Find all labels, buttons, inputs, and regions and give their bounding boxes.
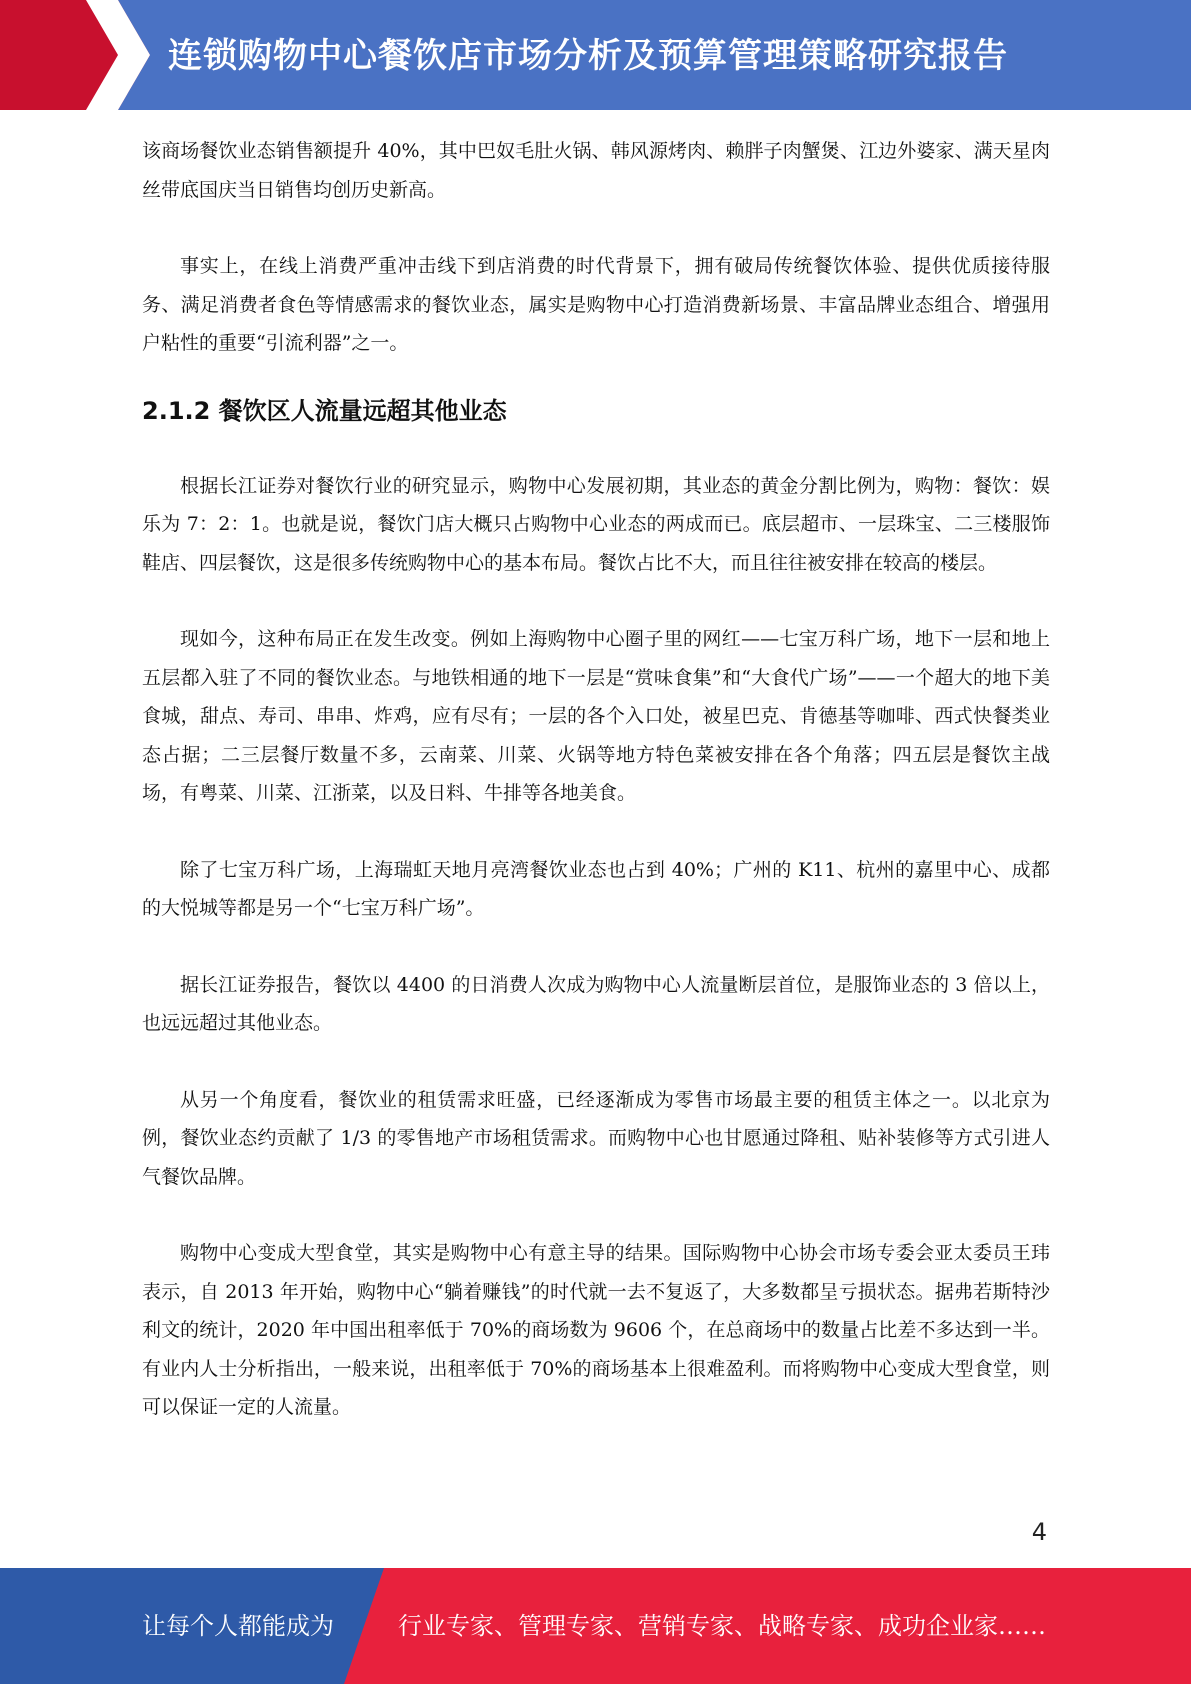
section-heading: 2.1.2 餐饮区人流量远超其他业态 (142, 396, 507, 425)
footer-slogan-left: 让每个人都能成为 (142, 1612, 334, 1640)
page-footer (0, 1568, 1191, 1684)
paragraph-6: 据长江证券报告，餐饮以 4400 的日消费人次成为购物中心人流量断层首位，是服饰业态的 3 倍以上，也远远超过其他业态。 (142, 973, 1050, 1034)
page-header (0, 0, 1191, 110)
paragraph-8: 购物中心变成大型食堂，其实是购物中心有意主导的结果。国际购物中心协会市场专委会亚太委员王玮表示，自 2013 年开始，购物中心“躺着赚钱”的时代就一去不复返了，大多数都呈亏损状态。据弗若斯特沙利文的统计，2020 年中国出租率低于 70%的商场数为 9606 个，在总商场中的数量占比差不多达到一半。有业内人士分析指出，一般来说，出租率低于 70%的商场基本上很难盈利。而将购物中心变成大型食堂，则可以保证一定的人流量。 (142, 1242, 1050, 1418)
document-title: 连锁购物中心餐饮店市场分析及预算管理策略研究报告 (168, 36, 1008, 76)
paragraph-1: 该商场餐饮业态销售额提升 40%，其中巴奴毛肚火锅、韩风源烤肉、赖胖子肉蟹煲、江边外婆家、满天星肉丝带底国庆当日销售均创历史新高。 (142, 140, 1050, 201)
paragraph-2: 事实上，在线上消费严重冲击线下到店消费的时代背景下，拥有破局传统餐饮体验、提供优质接待服务、满足消费者食色等情感需求的餐饮业态，属实是购物中心打造消费新场景、丰富品牌业态组合、增强用户粘性的重要“引流利器”之一。 (142, 255, 1050, 354)
document-body (142, 132, 1050, 1427)
page-number: 4 (1031, 1518, 1047, 1546)
paragraph-5: 除了七宝万科广场，上海瑞虹天地月亮湾餐饮业态也占到 40%；广州的 K11、杭州的嘉里中心、成都的大悦城等都是另一个“七宝万科广场”。 (142, 858, 1050, 919)
paragraph-4: 现如今，这种布局正在发生改变。例如上海购物中心圈子里的网红——七宝万科广场，地下一层和地上五层都入驻了不同的餐饮业态。与地铁相通的地下一层是“赏味食集”和“大食代广场”——一个超大的地下美食城，甜点、寿司、串串、炸鸡，应有尽有；一层的各个入口处，被星巴克、肯德基等咖啡、西式快餐类业态占据；二三层餐厅数量不多，云南菜、川菜、火锅等地方特色菜被安排在各个角落；四五层是餐饮主战场，有粤菜、川菜、江浙菜，以及日料、牛排等各地美食。 (142, 628, 1050, 804)
paragraph-3: 根据长江证券对餐饮行业的研究显示，购物中心发展初期，其业态的黄金分割比例为，购物：餐饮：娱乐为 7：2：1。也就是说，餐饮门店大概只占购物中心业态的两成而已。底层超市、一层珠宝、二三楼服饰鞋店、四层餐饮，这是很多传统购物中心的基本布局。餐饮占比不大，而且往往被安排在较高的楼层。 (142, 474, 1050, 574)
paragraph-7: 从另一个角度看，餐饮业的租赁需求旺盛，已经逐渐成为零售市场最主要的租赁主体之一。以北京为例，餐饮业态约贡献了 1/3 的零售地产市场租赁需求。而购物中心也甘愿通过降租、贴补装修等方式引进人气餐饮品牌。 (142, 1088, 1050, 1188)
footer-slogan-right: 行业专家、管理专家、营销专家、战略专家、成功企业家…… (398, 1612, 1046, 1640)
